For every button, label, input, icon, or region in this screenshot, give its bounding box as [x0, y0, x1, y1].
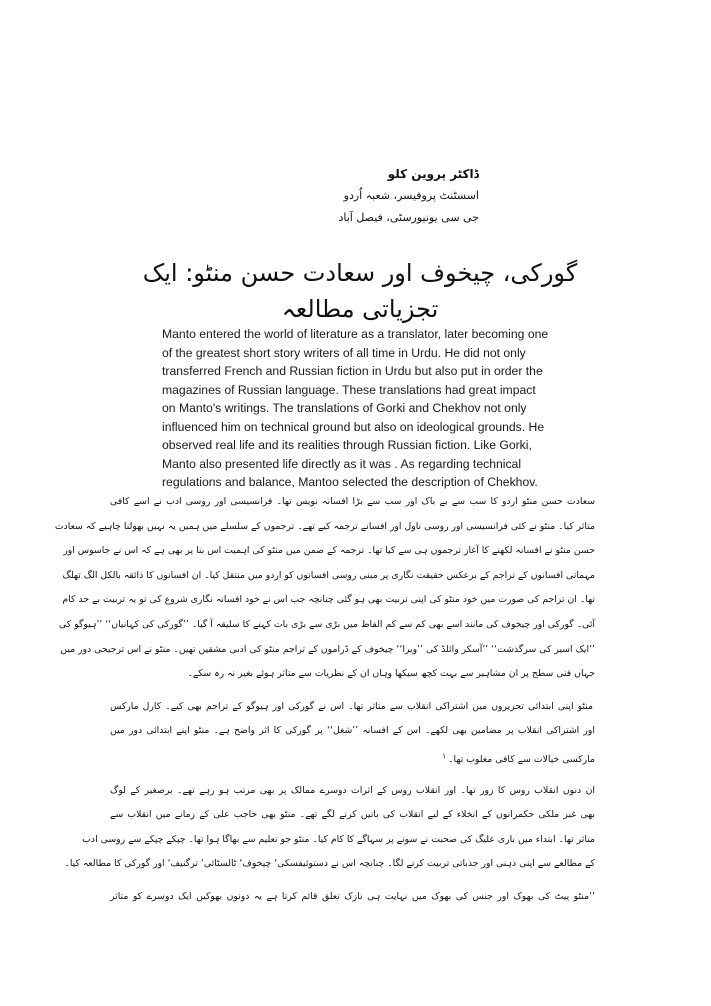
abstract-line: Manto also presented life directly as it was . As regarding technical [162, 456, 522, 471]
abstract-line: of the greatest short story writers of all time in Urdu. He did not only [162, 345, 526, 360]
abstract-line: regulations and balance, Mantoo selected the description of Chekhov. [162, 475, 538, 489]
text-segment: مارکسی خیالات سے کافی مغلوب تھا۔ [448, 754, 595, 766]
abstract-line: magazines of Russian language. These translations had great impact [162, 382, 536, 397]
text-line: متاثر تھا۔ ابتداء میں باری علیگ کی صحبت نے سونے پر سہاگے کا کام کیا۔ منٹو جو تعلیم سے بھاگا ہوا تھا۔ چپکے چپکے سے روسی ادب [82, 833, 595, 845]
author-position: اسسٹنٹ پروفیسر، شعبہ اُردو [343, 189, 479, 202]
abstract-line: on Manto's writings. The translations of Gorki and Chekhov not only [162, 401, 527, 415]
body-text [54, 490, 595, 910]
paragraph-3 [64, 779, 595, 877]
text-line: جہاں فنی سطح پر ان مشاہیر سے بہت کچھ سیکھا وہاں ان کے نظریات سے متاثر ہوئے بغیر نہ رہ سکے۔ [187, 668, 595, 680]
abstract-line: transferred French and Russian fiction in Urdu but also put in order the [162, 364, 543, 378]
text-line: ان دنوں انقلاب روس کا زور تھا۔ اور انقلاب روس کے اثرات دوسرے ممالک پر بھی مرتب ہو رہے تھے۔ برصغیر کے لوگ [110, 784, 595, 796]
text-line: تھا۔ ان تراجم کی صورت میں خود منٹو کی اپنی تربیت بھی ہو گئی چنانچہ جب اس نے خود افسانہ نگاری شروع کی تو یہ تربیت بے حد کام [62, 594, 595, 606]
text-line: کے مطالعے سے اپنی ذہنی اور جذباتی تربیت کرنے لگا۔ چنانچہ اس نے دستوئیفسکی‘ چیخوف‘ ٹالسٹائی‘ ترگنیف‘ اور گورکی کا مطالعہ کیا۔ [64, 858, 595, 870]
paragraph-2 [110, 695, 595, 769]
author-name: ڈاکٹر پروین کلو [387, 167, 479, 181]
footnote-marker: ۱ [442, 751, 447, 760]
abstract [162, 325, 562, 492]
text-line: بھی غیر ملکی حکمرانوں کے انخلاء کے لیے انقلاب کی باتیں کرنے لگے تھے۔ منٹو بھی حاجب علی کے زمانے میں انقلاب سے [110, 809, 595, 821]
text-line: اور اشتراکی انقلاب پر مضامین بھی لکھے۔ اس کے افسانہ ’’شغل‘‘ پر گورکی کا اثر واضح ہے۔ منٹو اپنے ابتدائی دور میں [110, 725, 595, 737]
text-line: مہماتی افسانوں کے تراجم کے برعکس حقیقت نگاری پر مبنی روسی افسانوں کو اردو میں منتقل کیا۔ ان افسانوں کا ذائقہ بالکل الگ تھلگ [62, 569, 595, 581]
text-line: حسن منٹو نے افسانہ لکھنے کا آغاز ترجموں ہی سے کیا تھا۔ ترجمہ کے ضمن میں منٹو کی اہمیت اس بنا پر بھی ہے کہ اس نے جاسوس اور [63, 545, 595, 557]
abstract-line: observed real life and its realities through Russian fiction. Like Gorki, [162, 438, 532, 452]
text-line: ’’ایک اسیر کی سرگذشت‘‘ ’’آسکر وائلڈ کی ’’ویرا‘‘ چیخوف کے ڈراموں کے تراجم منٹو کی ادبی مشقیں تھیں۔ منٹو نے اس ترجیحی دور میں [60, 643, 595, 655]
abstract-line: Manto entered the world of literature as a translator, later becoming one [162, 327, 549, 341]
author-institution: جی سی یونیورسٹی، فیصل آباد [338, 211, 479, 224]
text-line [110, 744, 595, 769]
paragraph-4-quote [110, 885, 595, 910]
author-block [279, 163, 479, 229]
abstract-line: influenced him on technical ground but also on ideological grounds. He [162, 419, 545, 434]
text-line: آئی۔ گورکی اور چیخوف کی مانند اسے بھی کم سے کم الفاظ میں بڑی سے بڑی بات کہنے کا سلیقہ آ گیا۔ ’’گورکی کی کہانیاں‘‘ ’’ہیوگو کی [59, 618, 595, 630]
text-line: متاثر کیا۔ منٹو نے کئی فرانسیسی اور روسی ناول اور افسانے ترجمہ کیے تھے۔ ترجموں کے سلسلے میں ہمیں یہ نہیں بھولنا چاہیے کہ سعادت [54, 520, 595, 532]
paragraph-1 [54, 490, 595, 687]
article-title: گورکی، چیخوف اور سعادت حسن منٹو: ایک تجزیاتی مطالعہ [142, 259, 578, 323]
text-line: منٹو اپنی ابتدائی تحریروں میں اشتراکی انقلاب سے متاثر تھا۔ اس نے گورکی اور ہیوگو کے تراجم بھی کیے۔ کارل مارکس [110, 700, 593, 712]
text-line: سعادت حسن منٹو اردو کا سب سے بے باک اور سب سے بڑا افسانہ نویس تھا۔ فرانسیسی اور روسی ادب نے اسے کافی [110, 496, 595, 507]
text-line: ’’منٹو پیٹ کی بھوک اور جنس کی بھوک میں نہایت ہی نازک تعلق قائم کرتا ہے یہ دونوں بھوکیں ایک دوسرے کو متاثر [110, 890, 595, 902]
